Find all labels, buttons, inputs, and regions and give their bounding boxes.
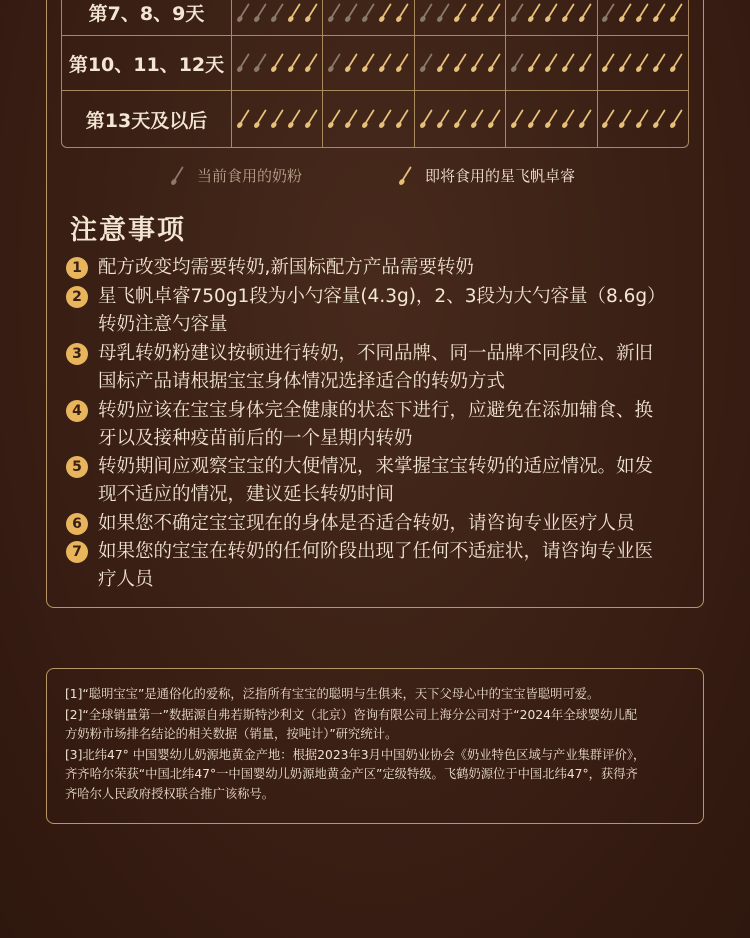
spoon-icon-current (510, 3, 525, 23)
number-badge: 6 (66, 513, 88, 535)
note-item (66, 397, 686, 453)
spoon-icon-new (344, 53, 359, 73)
table-row (62, 0, 688, 36)
table-cell (323, 36, 414, 90)
spoon-icon-new (287, 53, 302, 73)
spoon-icon-new (561, 109, 576, 129)
spoon-icon-new (378, 3, 393, 23)
spoon-icon-new (487, 53, 502, 73)
spoon-icon-new (544, 3, 559, 23)
spoon-icon-current (253, 3, 268, 23)
spoon-icon-new (470, 53, 485, 73)
spoon-icon-new (561, 53, 576, 73)
spoon-icon-current (253, 53, 268, 73)
spoon-icon-new (453, 53, 468, 73)
spoon-icon-new (510, 109, 525, 129)
table-cell (323, 0, 414, 35)
note-item (66, 283, 686, 339)
spoon-icon-new (618, 3, 633, 23)
spoon-icon-current (419, 53, 434, 73)
spoon-icon-new (236, 109, 251, 129)
spoon-icon-new (635, 3, 650, 23)
note-text: 转奶期间应观察宝宝的大便情况，来掌握宝宝转奶的适应情况。如发 现不适应的情况，建议延长转奶时间 (98, 456, 654, 505)
references-box (46, 668, 704, 824)
reference-3: [3]北纬47° 中国婴幼儿奶源地黄金产地：根据2023年3月中国奶业协会《奶业特色区域与产业集群评价》， 齐齐哈尔荣获“中国北纬47°一中国婴幼儿奶源地黄金产区”定级特级。飞鹤奶源位于中国北纬47°，获得齐 齐哈尔人民政府授权联合推广该称号。 (65, 747, 646, 801)
row-label: 第7、8、9天 (62, 0, 232, 35)
spoon-icon-new (327, 109, 342, 129)
spoon-icon-new (578, 3, 593, 23)
spoon-icon-new (635, 109, 650, 129)
table-cell (232, 36, 323, 90)
note-item (66, 538, 686, 594)
note-text: 星飞帆卓睿750g1段为小勺容量(4.3g)，2、3段为大勺容量（8.6g） 转奶注意勺容量 (98, 286, 666, 335)
spoon-icon-current (270, 3, 285, 23)
spoon-icon-new (304, 53, 319, 73)
note-text: 如果您不确定宝宝现在的身体是否适合转奶，请咨询专业医疗人员 (98, 513, 635, 534)
spoon-icon-current (601, 3, 616, 23)
number-badge: 2 (66, 286, 88, 308)
spoon-icon-new (395, 53, 410, 73)
table-cell (598, 36, 688, 90)
table-cell (415, 91, 506, 147)
spoon-icon-new (544, 109, 559, 129)
number-badge: 5 (66, 456, 88, 478)
spoon-icon-new (453, 109, 468, 129)
spoon-icon-new (487, 109, 502, 129)
spoon-icon-new (361, 109, 376, 129)
table-cell (598, 91, 688, 147)
note-item (66, 510, 686, 538)
spoon-icon-new (652, 3, 667, 23)
table-cell (506, 91, 597, 147)
number-badge: 1 (66, 257, 88, 279)
number-badge: 3 (66, 343, 88, 365)
note-item (66, 254, 686, 282)
transition-table (61, 0, 689, 148)
spoon-icon-current (236, 53, 251, 73)
spoon-icon-new (561, 3, 576, 23)
note-text: 配方改变均需要转奶,新国标配方产品需要转奶 (98, 257, 474, 278)
spoon-icon-new (487, 3, 502, 23)
spoon-icon-new (601, 53, 616, 73)
spoon-icon-new (635, 53, 650, 73)
spoon-icon-new (578, 109, 593, 129)
spoon-icon-new (436, 53, 451, 73)
spoon-icon-new (470, 3, 485, 23)
spoon-icon-current (361, 3, 376, 23)
spoon-icon-new (361, 53, 376, 73)
row-label: 第13天及以后 (62, 91, 232, 147)
table-cell (232, 0, 323, 35)
spoon-icon-new (618, 109, 633, 129)
spoon-icon-new (419, 109, 434, 129)
spoon-icon-new (652, 109, 667, 129)
spoon-icon-new (470, 109, 485, 129)
table-cell (415, 36, 506, 90)
spoon-icon-current (327, 53, 342, 73)
legend-new-label: 即将食用的星飞帆卓睿 (425, 167, 576, 185)
spoon-icon-new (304, 109, 319, 129)
spoon-icon-new (378, 53, 393, 73)
spoon-icon-new (270, 53, 285, 73)
table-cell (506, 0, 597, 35)
table-row (62, 91, 688, 147)
spoon-icon-new (378, 109, 393, 129)
spoon-icon-current (436, 3, 451, 23)
number-badge: 4 (66, 400, 88, 422)
table-cell (415, 0, 506, 35)
notes-title: 注意事项 (70, 215, 186, 246)
reference-2: [2]“全球销量第一”数据源自弗若斯特沙利文（北京）咨询有限公司上海分公司对于“2024年全球婴幼儿配 方奶粉市场排名结论的相关数据（销量，按吨计）”研究统计。 (65, 707, 637, 741)
spoon-icon-current (419, 3, 434, 23)
legend-current-label: 当前食用的奶粉 (197, 167, 303, 185)
spoon-icon-new (601, 109, 616, 129)
note-text: 如果您的宝宝在转奶的任何阶段出现了任何不适症状，请咨询专业医 疗人员 (98, 541, 654, 590)
spoon-icon-current (327, 3, 342, 23)
spoon-icon-current (510, 53, 525, 73)
spoon-icon-new (270, 109, 285, 129)
spoon-icon-new (527, 109, 542, 129)
spoon-icon-new (395, 3, 410, 23)
spoon-icon-new (287, 3, 302, 23)
spoon-icon-new (669, 3, 684, 23)
note-text: 转奶应该在宝宝身体完全健康的状态下进行，应避免在添加辅食、换 牙以及接种疫苗前后的一个星期内转奶 (98, 400, 654, 449)
spoon-icon-new (395, 109, 410, 129)
spoon-icon-new (652, 53, 667, 73)
note-item (66, 340, 686, 396)
spoon-icon-new (287, 109, 302, 129)
table-row (62, 36, 688, 91)
legend-new (398, 165, 575, 186)
table-cell (598, 0, 688, 35)
spoon-icon-new (527, 3, 542, 23)
spoon-icon-new (544, 53, 559, 73)
legend-current (170, 165, 302, 186)
spoon-icon-new (618, 53, 633, 73)
spoon-icon-new (398, 166, 413, 186)
spoon-icon-current (344, 3, 359, 23)
table-cell (323, 91, 414, 147)
note-text: 母乳转奶粉建议按顿进行转奶，不同品牌、同一品牌不同段位、新旧 国标产品请根据宝宝身体情况选择适合的转奶方式 (98, 343, 654, 392)
spoon-icon-new (253, 109, 268, 129)
table-cell (232, 91, 323, 147)
spoon-icon-current (236, 3, 251, 23)
spoon-icon-new (453, 3, 468, 23)
reference-1: [1]“聪明宝宝”是通俗化的爱称，泛指所有宝宝的聪明与生俱来，天下父母心中的宝宝皆聪明可爱。 (65, 687, 600, 701)
spoon-icon-current (170, 166, 185, 186)
spoon-icon-new (304, 3, 319, 23)
number-badge: 7 (66, 541, 88, 563)
spoon-icon-new (344, 109, 359, 129)
spoon-icon-new (669, 53, 684, 73)
spoon-icon-new (669, 109, 684, 129)
row-label: 第10、11、12天 (62, 36, 232, 90)
spoon-icon-new (527, 53, 542, 73)
spoon-icon-new (578, 53, 593, 73)
table-cell (506, 36, 597, 90)
note-item (66, 453, 686, 509)
spoon-icon-new (436, 109, 451, 129)
